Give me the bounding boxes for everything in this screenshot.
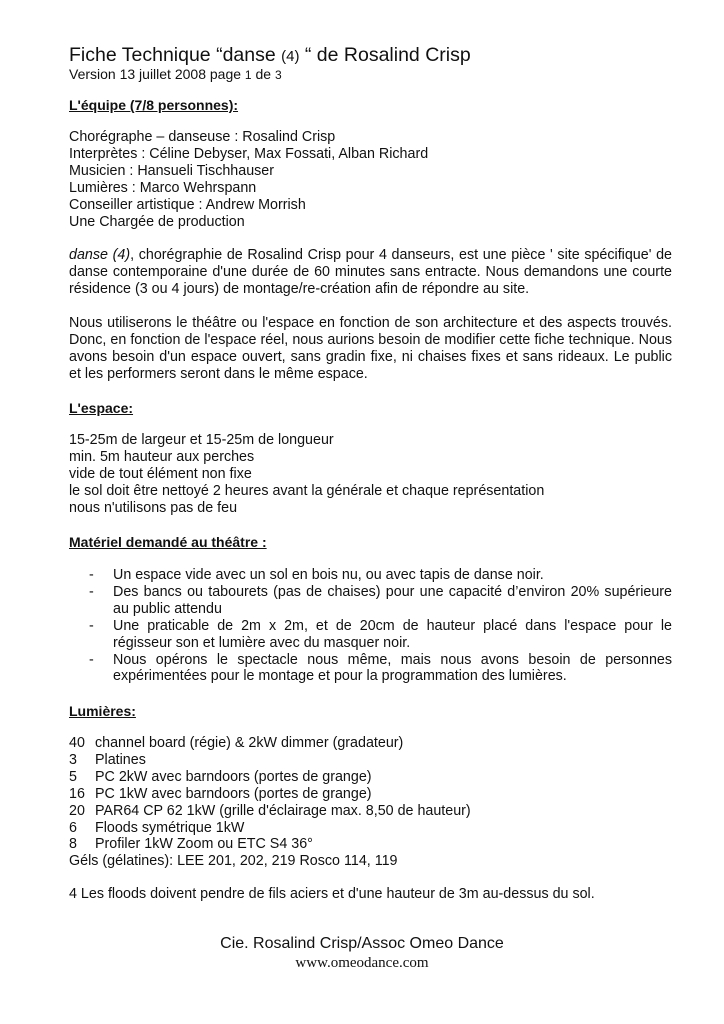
lumieres-qty: 5 — [69, 768, 77, 785]
lumieres-desc: Platines — [95, 751, 146, 768]
lumieres-row — [69, 735, 471, 752]
lumieres-desc: PC 2kW avec barndoors (portes de grange) — [95, 768, 372, 785]
lumieres-desc: PAR64 CP 62 1kW (grille d'éclairage max. 8,50 de hauteur) — [95, 802, 471, 819]
lumieres-row — [69, 836, 471, 853]
lumieres-qty: 3 — [69, 751, 77, 768]
espace-line: min. 5m hauteur aux perches — [69, 448, 255, 465]
architecture-paragraph: Nous utiliserons le théâtre ou l'espace en fonction de son architecture et des aspects trouvés. Donc, en fonction de l'espace réel, nous aurions besoin de modifier cette fiche technique. Nous avons besoin d'un espace ouvert, sans gradin fixe, ni chaises fixes et sans rideaux. Le public et les performers seront dans le même espace. — [69, 315, 672, 382]
materiel-item-text: Un espace vide avec un sol en bois nu, ou avec tapis de danse noir. — [113, 567, 544, 583]
espace-line: vide de tout élément non fixe — [69, 465, 252, 482]
footer-company: Cie. Rosalind Crisp/Assoc Omeo Dance — [220, 935, 504, 952]
espace-heading: L'espace: — [69, 400, 134, 416]
version-line — [69, 66, 282, 84]
equipe-line: Interprètes : Céline Debyser, Max Fossati, Alban Richard — [69, 145, 429, 162]
intro-text: , chorégraphie de Rosalind Crisp pour 4 danseurs, est une pièce ' site spécifique' de danse contemporaine d'une durée de 60 minutes sans entracte. Nous demandons une courte résidence (3 ou 4 jours) de montage/re-création afin de répondre au site. — [69, 247, 672, 297]
version-text: Version 13 juillet 2008 page — [69, 66, 245, 82]
materiel-item — [89, 618, 672, 652]
floods-note: 4 Les floods doivent pendre de fils aciers et d'une hauteur de 3m au-dessus du sol. — [69, 886, 595, 902]
gels-line: Géls (gélatines): LEE 201, 202, 219 Rosco 114, 119 — [69, 853, 398, 870]
materiel-list — [89, 567, 672, 685]
espace-line: nous n'utilisons pas de feu — [69, 499, 238, 516]
title-main: Fiche Technique “danse — [69, 44, 282, 66]
equipe-line: Musicien : Hansueli Tischhauser — [69, 162, 275, 179]
dash-bullet: - — [89, 651, 94, 668]
dash-bullet: - — [89, 617, 94, 634]
lumieres-row — [69, 786, 471, 803]
espace-list — [69, 432, 544, 517]
lumieres-qty: 20 — [69, 802, 85, 819]
materiel-item — [89, 584, 672, 618]
dash-bullet: - — [89, 567, 94, 583]
materiel-item-text: Nous opérons le spectacle nous même, mais nous avons besoin de personnes expérimentées pour le montage et pour la programmation des lumières. — [113, 651, 672, 685]
materiel-item-text: Des bancs ou tabourets (pas de chaises) pour une capacité d’environ 20% supérieure au public attendu — [113, 583, 672, 617]
page-of: de — [251, 66, 275, 82]
lumieres-row — [69, 820, 471, 837]
materiel-item — [89, 652, 672, 686]
lumieres-row — [69, 803, 471, 820]
intro-paragraph — [69, 247, 672, 298]
equipe-line: Lumières : Marco Wehrspann — [69, 179, 257, 196]
lumieres-qty: 6 — [69, 819, 77, 836]
espace-line: 15-25m de largeur et 15-25m de longueur — [69, 432, 334, 448]
materiel-item — [89, 567, 672, 584]
lumieres-desc: Floods symétrique 1kW — [95, 819, 245, 836]
materiel-heading: Matériel demandé au théâtre : — [69, 534, 267, 550]
materiel-item-text: Une praticable de 2m x 2m, et de 20cm de hauteur placé dans l'espace pour le régisseur son et lumière avec du masquer noir. — [113, 617, 672, 651]
lumieres-desc: Profiler 1kW Zoom ou ETC S4 36° — [95, 836, 313, 853]
footer-website: www.omeodance.com — [295, 955, 429, 971]
lumieres-row — [69, 752, 471, 769]
equipe-line: Une Chargée de production — [69, 213, 245, 230]
lumieres-desc: PC 1kW avec barndoors (portes de grange) — [95, 785, 372, 802]
equipe-heading: L'équipe (7/8 personnes): — [69, 97, 239, 113]
title-number: (4) — [281, 48, 300, 65]
espace-line: le sol doit être nettoyé 2 heures avant la générale et chaque représentation — [69, 482, 545, 499]
lumieres-list — [69, 735, 471, 870]
page-total: 3 — [274, 68, 282, 82]
intro-italic-title: danse (4) — [69, 247, 131, 263]
page-current: 1 — [244, 68, 252, 82]
lumieres-qty: 16 — [69, 785, 85, 802]
lumieres-desc: channel board (régie) & 2kW dimmer (gradateur) — [95, 735, 404, 751]
lumieres-qty: 40 — [69, 735, 85, 751]
lumieres-row — [69, 769, 471, 786]
dash-bullet: - — [89, 583, 94, 600]
title-end: “ de Rosalind Crisp — [299, 44, 471, 66]
equipe-line: Conseiller artistique : Andrew Morrish — [69, 196, 306, 213]
equipe-list — [69, 129, 428, 230]
equipe-line: Chorégraphe – danseuse : Rosalind Crisp — [69, 129, 336, 145]
lumieres-heading: Lumières: — [69, 703, 136, 719]
lumieres-qty: 8 — [69, 836, 77, 853]
